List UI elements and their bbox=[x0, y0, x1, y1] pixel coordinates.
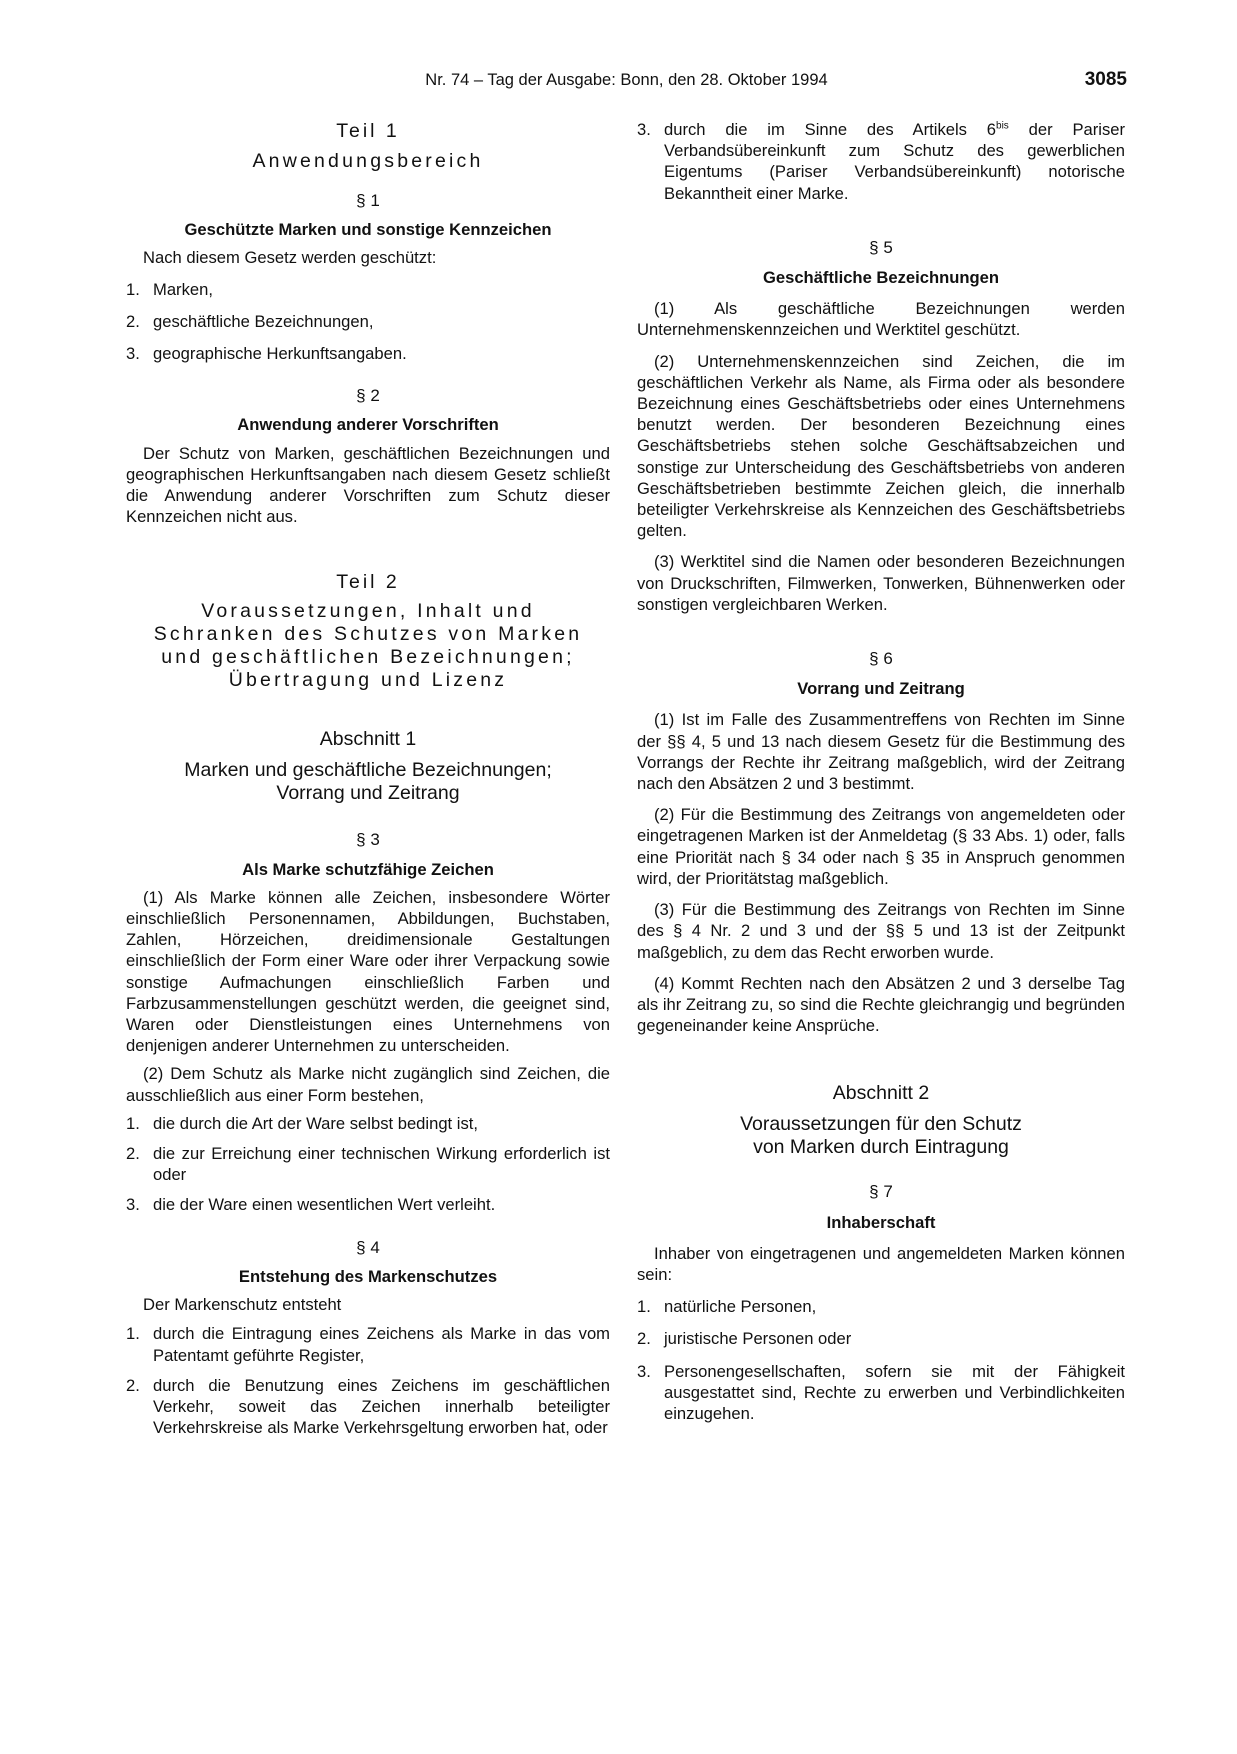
issue-line: Nr. 74 – Tag der Ausgabe: Bonn, den 28. Oktober 1994 bbox=[425, 71, 828, 89]
teil2-title: Teil 2 bbox=[336, 571, 400, 594]
list-item: 3. Personengesellschaften, sofern sie mit der Fähigkeit ausgestattet sind, Rechte zu erwerben und Verbindlichkeiten einzugehen. bbox=[637, 1361, 1125, 1423]
s2-title: Anwendung anderer Vorschriften bbox=[237, 415, 499, 435]
s3-number: § 3 bbox=[356, 830, 380, 850]
s4-intro: Der Markenschutz entsteht bbox=[143, 1295, 342, 1315]
s1-number: § 1 bbox=[356, 191, 380, 210]
s5-paragraph-2: (2) Unternehmenskennzeichen sind Zeichen, die im geschäftlichen Verkehr als Name, als Firma oder als besondere Bezeichnung eines Geschäftsbetriebs oder eines Unternehmens benutzt werden. Der besonderen Bezeichnung eines Geschäftsbetriebs stehen solche Geschäftsabzeichen und sonstige zur Unterscheidung des Geschäftsbetriebs von anderen Geschäftsbetrieben bestimmte Zeichen gleich, die innerhalb beteiligter Verkehrskreise als Kennzeichen des Geschäftsbetriebs gelten. bbox=[637, 351, 1125, 541]
teil1-subtitle: Anwendungsbereich bbox=[252, 150, 484, 172]
s2-text: Der Schutz von Marken, geschäftlichen Bezeichnungen und geographischen Herkunftsangaben nach diesem Gesetz schließt die Anwendung anderer Vorschriften zum Schutz dieser Kennzeichen nicht aus. bbox=[126, 443, 610, 527]
list-item: 2. geschäftliche Bezeichnungen, bbox=[126, 311, 374, 331]
page-number: 3085 bbox=[1084, 69, 1127, 90]
s7-number: § 7 bbox=[869, 1182, 893, 1202]
s6-paragraph-2: (2) Für die Bestimmung des Zeitrangs von angemeldeten oder eingetragenen Marken ist der Anmeldetag (§ 33 Abs. 1) oder, falls eine Priorität nach § 34 oder nach § 35 in Anspruch genommen wird, der Prioritätstag maßgeblich. bbox=[637, 805, 1125, 888]
teil2-subtitle: Voraussetzungen, Inhalt und Schranken des Schutzes von Marken und geschäftlichen Bezeichnungen; Übertragung und Lizenz bbox=[153, 600, 583, 692]
s5-title: Geschäftliche Bezeichnungen bbox=[762, 268, 1000, 288]
s4-number: § 4 bbox=[356, 1237, 380, 1257]
list-item: 2. durch die Benutzung eines Zeichens im geschäftlichen Verkehr, soweit das Zeichen innerhalb beteiligter Verkehrskreise als Marke Verkehrsgeltung erworben hat, oder bbox=[126, 1375, 610, 1438]
s7-intro: Inhaber von eingetragenen und angemeldeten Marken können sein: bbox=[637, 1243, 1125, 1284]
abschnitt2-subtitle: Voraussetzungen für den Schutz von Marken durch Eintragung bbox=[740, 1113, 1022, 1159]
s6-title: Vorrang und Zeitrang bbox=[797, 679, 965, 699]
s3-paragraph-2: (2) Dem Schutz als Marke nicht zugänglich sind Zeichen, die ausschließlich aus einer Form bestehen, bbox=[126, 1064, 610, 1105]
list-item: 1. Marken, bbox=[126, 279, 213, 299]
page-header bbox=[126, 71, 1127, 95]
list-item: 1. durch die Eintragung eines Zeichens als Marke in das vom Patentamt geführte Register, bbox=[126, 1324, 610, 1365]
left-column bbox=[126, 119, 610, 1438]
s7-title: Inhaberschaft bbox=[826, 1212, 936, 1232]
list-item: 1. die durch die Art der Ware selbst bedingt ist, bbox=[126, 1113, 478, 1133]
list-item: 3. die der Ware einen wesentlichen Wert verleiht. bbox=[126, 1195, 496, 1215]
list-item: 2. die zur Erreichung einer technischen Wirkung erforderlich ist oder bbox=[126, 1144, 610, 1185]
s3-title: Als Marke schutzfähige Zeichen bbox=[242, 859, 494, 879]
abschnitt1-title: Abschnitt 1 bbox=[319, 728, 417, 751]
s6-paragraph-1: (1) Ist im Falle des Zusammentreffens von Rechten im Sinne der §§ 4, 5 und 13 nach diesem Gesetz für die Bestimmung des Vorrangs der Rechte ihr Zeitrang maßgeblich, wird der Zeitrang nach den Absätzen 2 und 3 bestimmt. bbox=[637, 710, 1125, 794]
list-item: 2. juristische Personen oder bbox=[637, 1329, 852, 1349]
teil1-title: Teil 1 bbox=[336, 120, 400, 142]
s6-paragraph-3: (3) Für die Bestimmung des Zeitrangs von Rechten im Sinne des § 4 Nr. 2 und 3 und der §§ 5 und 13 ist der Zeitpunkt maßgeblich, zu dem das Recht erworben wurde. bbox=[637, 900, 1125, 962]
s5-paragraph-1: (1) Als geschäftliche Bezeichnungen werden Unternehmenskennzeichen und Werktitel geschützt. bbox=[637, 299, 1125, 340]
list-item: 1. natürliche Personen, bbox=[637, 1297, 817, 1317]
abschnitt1-subtitle: Marken und geschäftliche Bezeichnungen; Vorrang und Zeitrang bbox=[184, 759, 552, 805]
list-item: 3. geographische Herkunftsangaben. bbox=[126, 344, 407, 364]
s3-paragraph-1: (1) Als Marke können alle Zeichen, insbesondere Wörter einschließlich Personennamen, Abbildungen, Buchstaben, Zahlen, Hörzeichen, dreidimensionale Gestaltungen einschließlich der Form einer Ware oder ihrer Verpackung sowie sonstige Aufmachungen einschließlich Farben und Farbzusammenstellungen geschützt werden, die geeignet sind, Waren oder Dienstleistungen eines Unternehmens von denjenigen anderer Unternehmen zu unterscheiden. bbox=[126, 887, 610, 1056]
s4-title: Entstehung des Markenschutzes bbox=[238, 1266, 498, 1286]
s5-number: § 5 bbox=[869, 237, 893, 257]
abschnitt2-title: Abschnitt 2 bbox=[832, 1082, 930, 1105]
list-item: 3. durch die im Sinne des Artikels $6^{bis}$ der Pariser Verbandsübereinkunft zum Schutz des gewerblichen Eigentums (Pariser Verbandsübereinkunft) notorische Bekanntheit einer Marke. bbox=[637, 120, 1126, 203]
s6-paragraph-4: (4) Kommt Rechten nach den Absätzen 2 und 3 derselbe Tag als ihr Zeitrang zu, so sind die Rechte gleichrangig und begründen gegeneinander keine Ansprüche. bbox=[637, 973, 1125, 1036]
s5-paragraph-3: (3) Werktitel sind die Namen oder besonderen Bezeichnungen von Druckschriften, Filmwerken, Tonwerken, Bühnenwerken oder sonstigen vergleichbaren Werken. bbox=[637, 552, 1125, 614]
s1-intro: Nach diesem Gesetz werden geschützt: bbox=[143, 248, 437, 268]
s6-number: § 6 bbox=[869, 649, 893, 669]
s2-number: § 2 bbox=[356, 386, 380, 406]
s1-title: Geschützte Marken und sonstige Kennzeichen bbox=[184, 220, 552, 240]
right-column bbox=[637, 119, 1125, 1424]
